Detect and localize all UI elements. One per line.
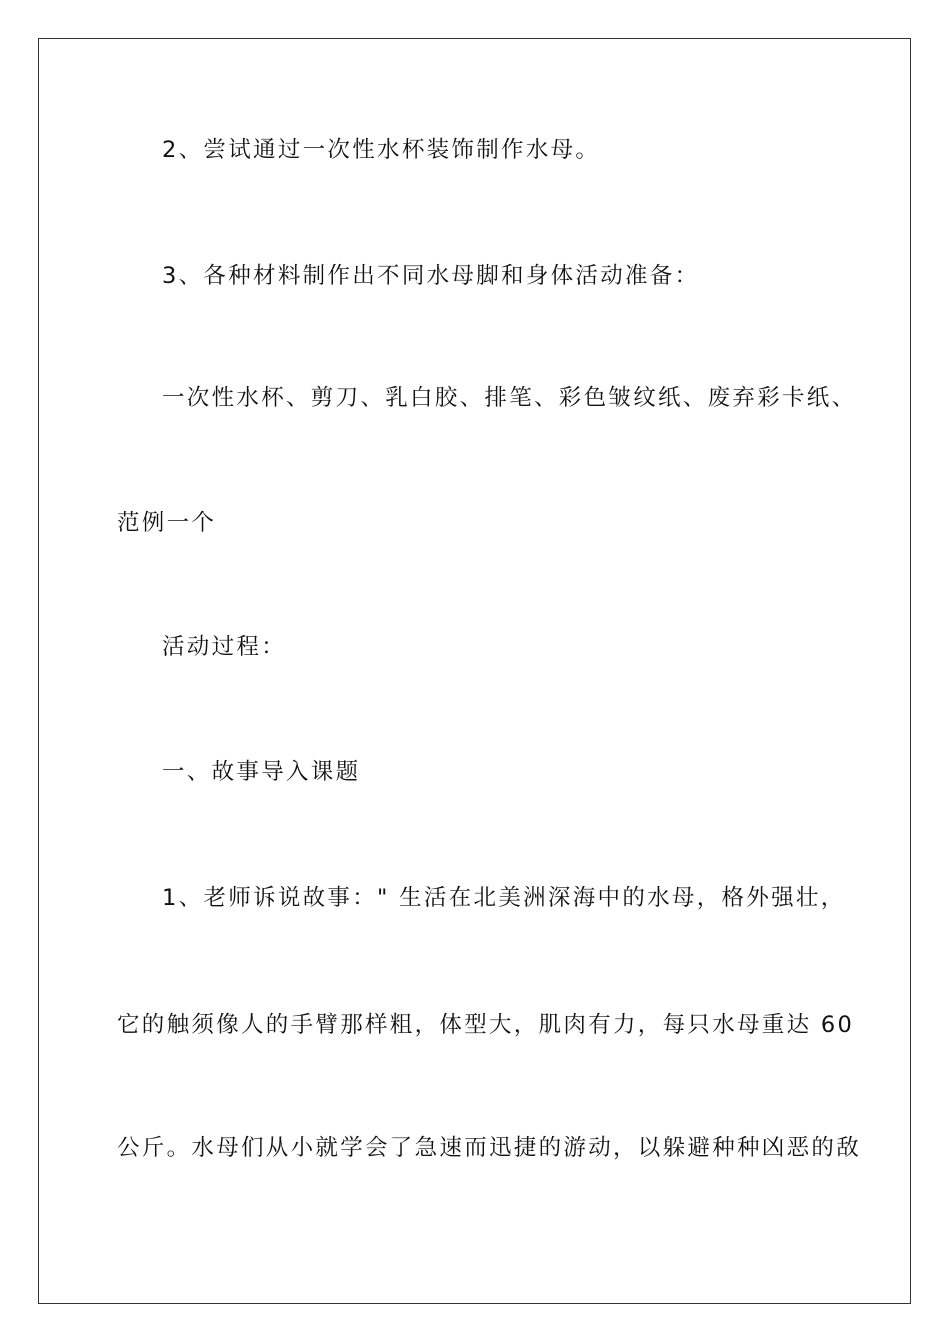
paragraph-goal-3: 3、各种材料制作出不同水母脚和身体活动准备：	[162, 263, 700, 289]
section-heading-story-intro: 一、故事导入课题	[162, 759, 361, 785]
paragraph-story-line-1: 1、老师诉说故事：" 生活在北美洲深海中的水母，格外强壮，	[162, 885, 846, 911]
paragraph-materials-continued: 范例一个	[117, 510, 217, 536]
page-border	[38, 38, 911, 1304]
section-heading-activity-process: 活动过程：	[162, 634, 287, 660]
paragraph-story-line-3: 公斤。水母们从小就学会了急速而迅捷的游动，以躲避种种凶恶的敌	[117, 1135, 862, 1161]
paragraph-story-line-2: 它的触须像人的手臂那样粗，体型大，肌肉有力，每只水母重达 60	[117, 1012, 855, 1038]
paragraph-goal-2: 2、尝试通过一次性水杯装饰制作水母。	[162, 137, 601, 163]
paragraph-materials: 一次性水杯、剪刀、乳白胶、排笔、彩色皱纹纸、废弃彩卡纸、	[162, 385, 857, 411]
